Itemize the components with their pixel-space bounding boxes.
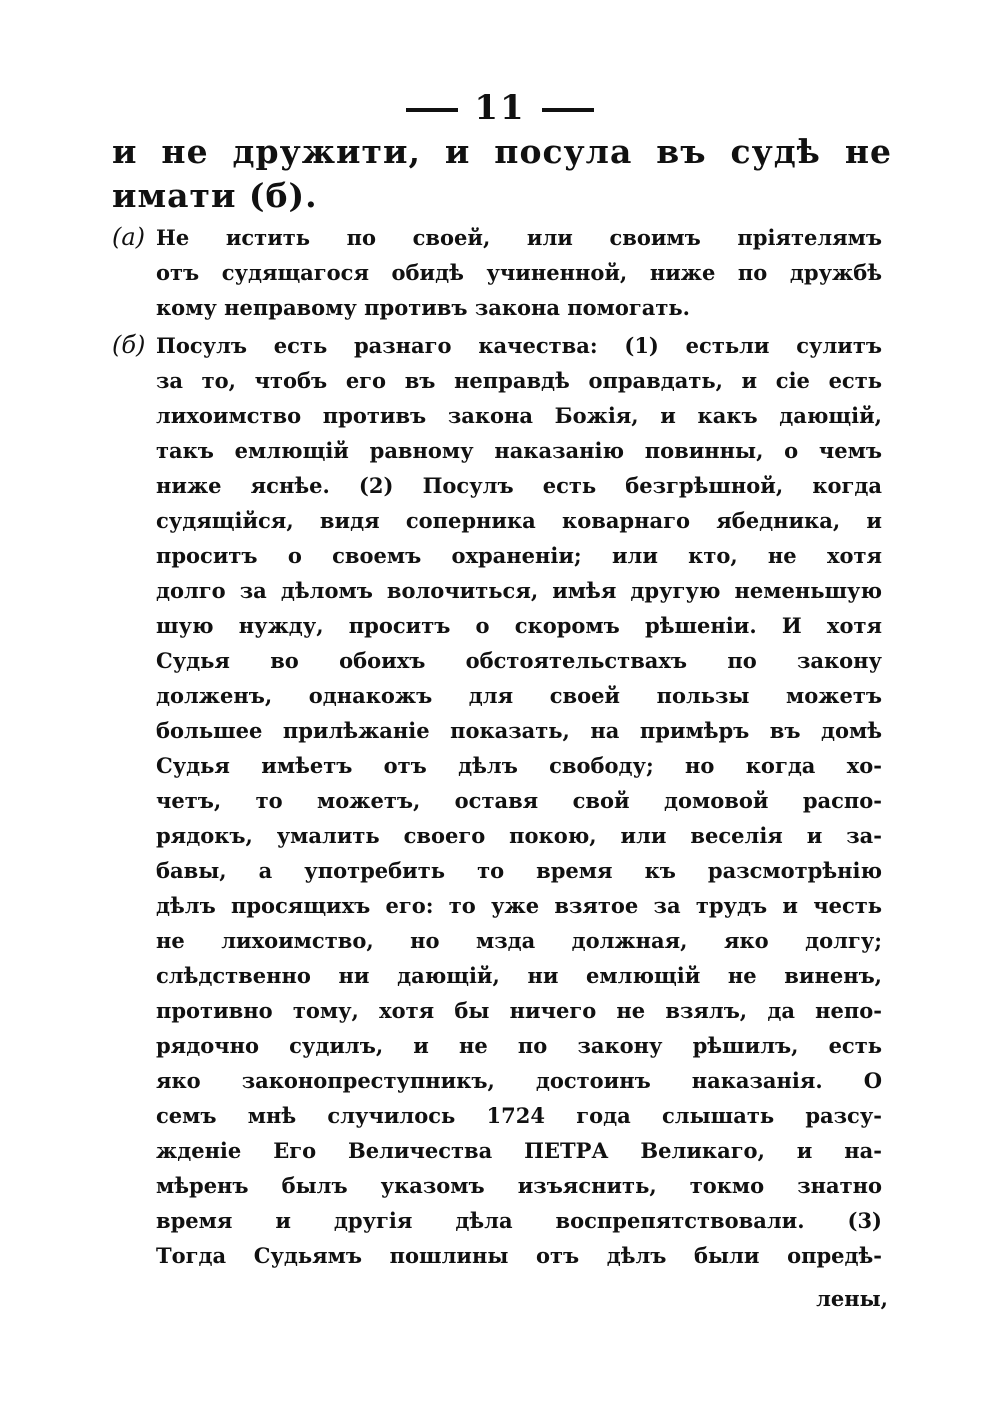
footnote-line: Не истить по своей, или своимъ пріятелямъ: [156, 225, 882, 250]
footnote-line: время и другія дѣла воспрепятствовали. (3): [156, 1208, 882, 1233]
footnote-line: долженъ, однакожъ для своей пользы можетъ: [156, 683, 882, 708]
footnote-line: такъ емлющій равному наказанію повинны, о чемъ: [156, 438, 882, 463]
footnote-line: кому неправому противъ закона помогать.: [156, 295, 690, 320]
footnote-b-mark: (б): [112, 331, 146, 359]
footnote-line: проситъ о своемъ охраненіи; или кто, не хотя: [156, 543, 882, 568]
header-rule-right: [542, 108, 594, 112]
main-text-line: имати (б).: [112, 176, 318, 215]
footnote-line: семъ мнѣ случилось 1724 года слышать разсу-: [156, 1103, 882, 1128]
footnote-line: яко законопреступникъ, достоинъ наказанія. О: [156, 1068, 882, 1093]
page-number: 11: [474, 88, 526, 128]
footnote-line: рядокъ, умалить своего покою, или веселія и за-: [156, 823, 882, 848]
footnote-line: за то, чтобъ его въ неправдѣ оправдать, и сіе есть: [156, 368, 882, 393]
catchword: лены,: [816, 1286, 888, 1311]
footnote-line: не лихоимство, но мзда должная, яко долгу;: [156, 928, 882, 953]
footnote-line: отъ судящагося обидѣ учиненной, ниже по дружбѣ: [156, 260, 882, 285]
footnote-line: дѣлъ просящихъ его: то уже взятое за трудъ и честь: [156, 893, 882, 918]
footnote-line: бавы, а употребить то время къ разсмотрѣнію: [156, 858, 882, 883]
main-text: [112, 130, 892, 218]
footnote-line: противно тому, хотя бы ничего не взялъ, да непо-: [156, 998, 882, 1023]
header-rule-left: [406, 108, 458, 112]
footnote-line: лихоимство противъ закона Божія, и какъ дающій,: [156, 403, 882, 428]
footnote-line: ниже яснѣе. (2) Посулъ есть безгрѣшной, когда: [156, 473, 882, 498]
footnote-line: Судья во обоихъ обстоятельствахъ по закону: [156, 648, 882, 673]
footnote-b: [112, 328, 882, 1273]
footnote-line: шую нужду, проситъ о скоромъ рѣшеніи. И хотя: [156, 613, 882, 638]
footnote-line: Судья имѣетъ отъ дѣлъ свободу; но когда хо-: [156, 753, 882, 778]
footnote-line: большее прилѣжаніе показать, на примѣръ въ домѣ: [156, 718, 882, 743]
footnote-line: судящійся, видя соперника коварнаго ябедника, и: [156, 508, 882, 533]
main-text-line: и не дружити, и посула въ судѣ не: [112, 132, 892, 171]
footnote-a-mark: (а): [112, 223, 146, 251]
footnote-line: слѣдственно ни дающій, ни емлющій не виненъ,: [156, 963, 882, 988]
footnote-line: Тогда Судьямъ пошлины отъ дѣлъ были опредѣ-: [156, 1243, 882, 1268]
footnote-line: долго за дѣломъ волочиться, имѣя другую неменьшую: [156, 578, 882, 603]
running-header: [0, 88, 1000, 128]
footnote-a: [112, 220, 882, 325]
footnote-line: Посулъ есть разнаго качества: (1) естьли сулитъ: [156, 333, 882, 358]
footnote-line: мѣренъ былъ указомъ изъяснить, токмо знатно: [156, 1173, 882, 1198]
footnote-line: жденіе Его Величества ПЕТРА Великаго, и на-: [156, 1138, 882, 1163]
footnote-line: четъ, то можетъ, оставя свой домовой распо-: [156, 788, 882, 813]
footnote-line: рядочно судилъ, и не по закону рѣшилъ, есть: [156, 1033, 882, 1058]
